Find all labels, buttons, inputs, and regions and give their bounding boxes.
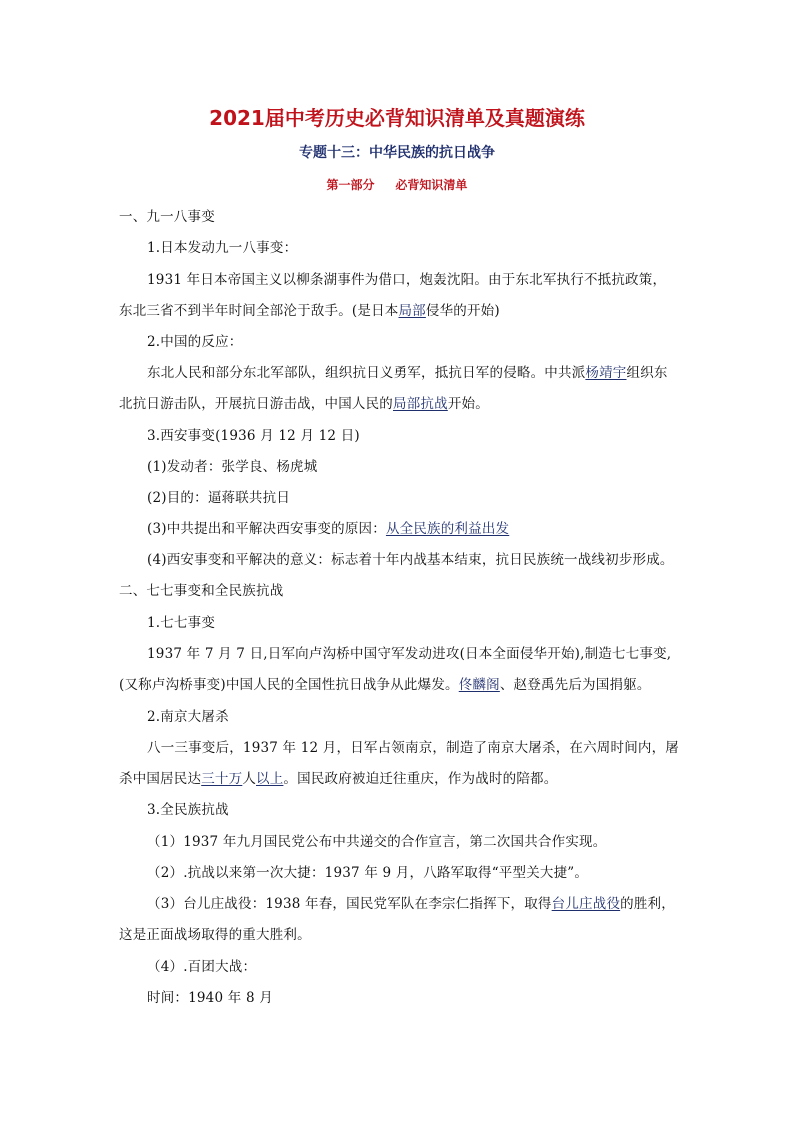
underlined-term: 以上: [256, 771, 284, 787]
list-item: (1)发动者：张学良、杨虎城: [147, 459, 318, 475]
underlined-term: 从全民族的利益出发: [385, 521, 510, 537]
underlined-term: 局部抗战: [393, 396, 448, 412]
text-run: 的胜利，: [620, 896, 675, 912]
text-run: 、赵登禹先后为国捐躯。: [499, 677, 651, 693]
subsection-title: 2.南京大屠杀: [147, 709, 229, 725]
subsection-title: 1.日本发动九一八事变：: [147, 240, 298, 256]
paragraph-line: [119, 394, 489, 414]
paragraph-line: 八一三事变后，1937 年 12 月，日军占领南京，制造了南京大屠杀，在六周时间内，屠: [147, 740, 680, 756]
underlined-term: 局部: [398, 303, 426, 319]
paragraph-line: 时间：1940 年 8 月: [147, 990, 273, 1006]
list-item: (4)西安事变和平解决的意义：标志着十年内战基本结束，抗日民族统一战线初步形成。: [147, 552, 674, 568]
list-item: （2）.抗战以来第一次大捷：1937 年 9 月，八路军取得“平型关大捷”。: [147, 865, 589, 881]
section-heading: 一、九一八事变: [119, 209, 215, 225]
paragraph-line: [147, 363, 668, 383]
text-run: （3）台儿庄战役：1938 年春，国民党军队在李宗仁指挥下，取得: [147, 896, 552, 912]
topic-subtitle: 专题十三：中华民族的抗日战争: [299, 145, 495, 161]
subsection-title: 3.西安事变(1936 月 12 月 12 日): [147, 428, 360, 444]
section-heading: 二、七七事变和全民族抗战: [119, 583, 284, 599]
underlined-term: 三十万: [201, 771, 243, 787]
part-heading: 第一部分 必背知识清单: [326, 178, 468, 192]
paragraph-line: 1931 年日本帝国主义以柳条湖事件为借口，炮轰沈阳。由于东北军执行不抵抗政策，: [147, 272, 667, 288]
subsection-title: 2.中国的反应：: [147, 334, 243, 350]
document-title: 2021届中考历史必背知识清单及真题演练: [209, 106, 585, 130]
subsection-title: 3.全民族抗战: [147, 802, 229, 818]
paragraph-line: 这是正面战场取得的重大胜利。: [119, 927, 311, 943]
text-run: (又称卢沟桥事变)中国人民的全国性抗日战争从此爆发。: [119, 677, 459, 693]
text-run: 东北人民和部分东北军部队，组织抗日义勇军，抵抗日军的侵略。中共派: [147, 365, 586, 381]
paragraph-line: [119, 301, 500, 321]
list-item: (2)目的：逼蒋联共抗日: [147, 490, 291, 506]
underlined-term: 台儿庄战役: [551, 896, 621, 912]
text-run: (3)中共提出和平解决西安事变的原因：: [147, 521, 386, 537]
text-run: 组织东: [626, 365, 668, 381]
list-item: [147, 519, 509, 539]
text-run: 北抗日游击队，开展抗日游击战，中国人民的: [119, 396, 393, 412]
text-run: 人: [242, 771, 257, 787]
paragraph-line: [119, 675, 651, 695]
list-item: [147, 894, 675, 914]
text-run: 东北三省不到半年时间全部沦于敌手。(是日本: [119, 303, 399, 319]
list-item: （4）.百团大战：: [147, 959, 257, 975]
paragraph-line: [119, 769, 557, 789]
text-run: 侵华的开始): [425, 303, 500, 319]
list-item: （1）1937 年九月国民党公布中共递交的合作宣言，第二次国共合作实现。: [147, 834, 607, 850]
text-run: 。国民政府被迫迁往重庆，作为战时的陪都。: [283, 771, 558, 787]
underlined-term: 杨靖宇: [585, 365, 627, 381]
subsection-title: 1.七七事变: [147, 615, 216, 631]
underlined-term: 佟麟阁: [458, 677, 500, 693]
text-run: 杀中国居民达: [119, 771, 202, 787]
text-run: 开始。: [447, 396, 489, 412]
paragraph-line: 1937 年 7 月 7 日,日军向卢沟桥中国守军发动进攻(日本全面侵华开始),制造七七事变,: [147, 646, 672, 662]
